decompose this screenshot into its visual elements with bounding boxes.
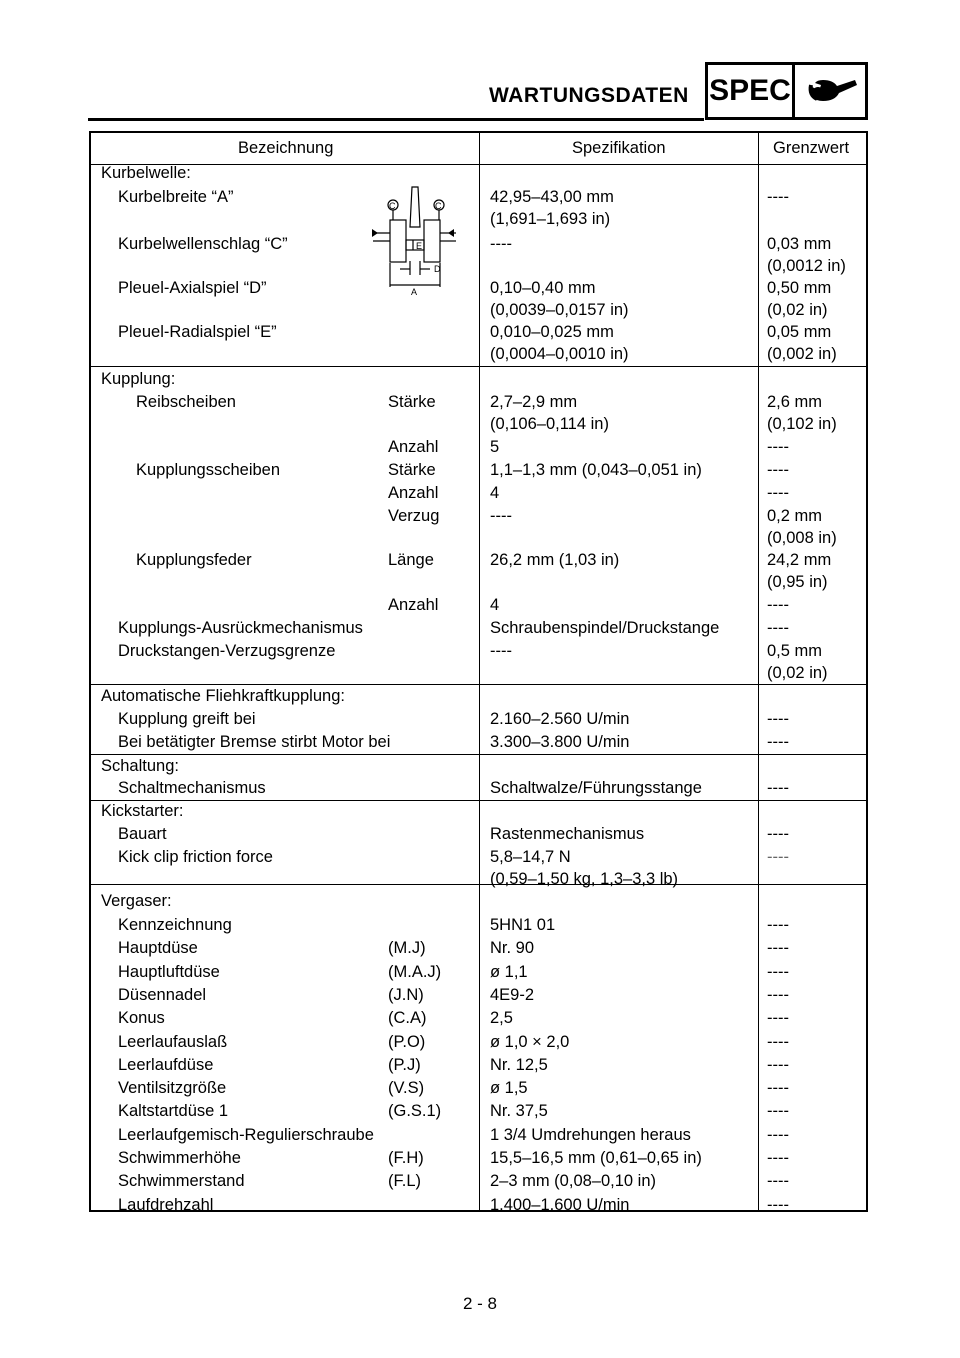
col-header-limit: Grenzwert	[773, 139, 850, 157]
row-spec: 1.400–1.600 U/min	[490, 1196, 630, 1214]
row-code: (V.S)	[388, 1079, 425, 1097]
row-limit: (0,102 in)	[767, 415, 837, 433]
row-limit: ----	[767, 939, 789, 957]
page-title: WARTUNGSDATEN	[489, 84, 689, 107]
section-title: Kickstarter:	[101, 802, 184, 820]
row-limit: ----	[767, 1079, 789, 1097]
row-spec: (0,59–1,50 kg, 1,3–3,3 lb)	[490, 870, 679, 888]
row-code: (F.L)	[388, 1172, 421, 1190]
diagram-label-c: C	[435, 201, 442, 211]
section-title: Kupplung:	[101, 370, 176, 388]
row-code: (C.A)	[388, 1009, 427, 1027]
row-spec: ----	[490, 507, 512, 525]
row-name: Reibscheiben	[136, 393, 236, 411]
row-spec: 26,2 mm (1,03 in)	[490, 551, 620, 569]
row-spec: ø 1,1	[490, 963, 528, 981]
row-limit: ----	[767, 710, 789, 728]
section-divider	[91, 884, 866, 885]
row-code: (P.O)	[388, 1033, 426, 1051]
section-divider	[91, 800, 866, 801]
row-name: Hauptluftdüse	[118, 963, 220, 981]
row-name: Druckstangen-Verzugsgrenze	[118, 642, 336, 660]
row-sublabel: Anzahl	[388, 484, 439, 502]
row-spec: 15,5–16,5 mm (0,61–0,65 in)	[490, 1149, 702, 1167]
row-limit: ----	[767, 733, 789, 751]
row-spec: 4E9-2	[490, 986, 535, 1004]
row-code: (J.N)	[388, 986, 424, 1004]
row-limit: (0,002 in)	[767, 345, 837, 363]
wrench-badge	[792, 62, 868, 120]
header-divider	[91, 164, 866, 165]
row-name: Kaltstartdüse 1	[118, 1102, 229, 1120]
row-limit: 0,2 mm	[767, 507, 823, 525]
row-sublabel: Länge	[388, 551, 434, 569]
row-spec: ø 1,0 × 2,0	[490, 1033, 570, 1051]
row-limit: ----	[767, 916, 789, 934]
row-limit: ----	[767, 438, 789, 456]
row-spec: 42,95–43,00 mm	[490, 188, 614, 206]
row-spec: Nr. 37,5	[490, 1102, 548, 1120]
row-name: Kupplung greift bei	[118, 710, 256, 728]
row-limit: ----	[767, 461, 789, 479]
row-spec: (0,0039–0,0157 in)	[490, 301, 629, 319]
row-spec: Schaltwalze/Führungsstange	[490, 779, 702, 797]
row-limit: 0,05 mm	[767, 323, 832, 341]
row-limit: 0,50 mm	[767, 279, 832, 297]
row-limit: 0,5 mm	[767, 642, 823, 660]
crankshaft-diagram	[368, 185, 458, 295]
row-spec: (0,106–0,114 in)	[490, 415, 609, 433]
row-code: (M.J)	[388, 939, 426, 957]
row-spec: 4	[490, 484, 500, 502]
row-limit: ----	[767, 619, 789, 637]
row-sublabel: Anzahl	[388, 438, 439, 456]
row-spec: ----	[490, 642, 512, 660]
row-limit: ----	[767, 1172, 789, 1190]
row-spec: (1,691–1,693 in)	[490, 210, 611, 228]
row-sublabel: Anzahl	[388, 596, 439, 614]
row-spec: 2,5	[490, 1009, 513, 1027]
row-spec: ø 1,5	[490, 1079, 528, 1097]
row-name: Bei betätigter Bremse stirbt Motor bei	[118, 733, 391, 751]
row-spec: 2.160–2.560 U/min	[490, 710, 630, 728]
col-header-name: Bezeichnung	[238, 139, 334, 157]
row-spec: Nr. 12,5	[490, 1056, 548, 1074]
row-name: Schwimmerstand	[118, 1172, 245, 1190]
row-limit: ----	[767, 1033, 789, 1051]
diagram-label-e: E	[416, 241, 423, 251]
col-header-spec: Spezifikation	[572, 139, 666, 157]
section-title: Vergaser:	[101, 892, 172, 910]
spec-table	[89, 131, 868, 1212]
row-limit: (0,02 in)	[767, 301, 828, 319]
section-title: Schaltung:	[101, 757, 179, 775]
diagram-label-d: D	[434, 264, 441, 274]
spec-badge: SPEC	[705, 62, 795, 120]
row-name: Laufdrehzahl	[118, 1196, 214, 1214]
row-limit: ----	[767, 825, 789, 843]
row-spec: Nr. 90	[490, 939, 535, 957]
row-spec: 4	[490, 596, 500, 614]
row-name: Kick clip friction force	[118, 848, 273, 866]
row-name: Konus	[118, 1009, 165, 1027]
row-sublabel: Stärke	[388, 393, 436, 411]
section-divider	[91, 754, 866, 755]
row-name: Kupplungsscheiben	[136, 461, 281, 479]
row-spec: 3.300–3.800 U/min	[490, 733, 630, 751]
row-name: Hauptdüse	[118, 939, 198, 957]
col-divider	[479, 133, 480, 1210]
row-limit: ----	[767, 1056, 789, 1074]
row-limit: (0,02 in)	[767, 664, 828, 682]
row-code: (P.J)	[388, 1056, 421, 1074]
row-name: Bauart	[118, 825, 167, 843]
diagram-label-c: C	[389, 201, 396, 211]
row-limit: ----	[767, 1126, 789, 1144]
row-name: Kurbelwellenschlag “C”	[118, 235, 288, 253]
row-name: Kennzeichnung	[118, 916, 232, 934]
row-code: (M.A.J)	[388, 963, 442, 981]
row-sublabel: Verzug	[388, 507, 440, 525]
row-spec: 5,8–14,7 N	[490, 848, 571, 866]
row-spec: 2,7–2,9 mm	[490, 393, 578, 411]
row-name: Schaltmechanismus	[118, 779, 266, 797]
row-spec: (0,0004–0,0010 in)	[490, 345, 629, 363]
row-name: Pleuel-Radialspiel “E”	[118, 323, 277, 341]
row-name: Schwimmerhöhe	[118, 1149, 241, 1167]
row-spec: 1,1–1,3 mm (0,043–0,051 in)	[490, 461, 702, 479]
row-name: Pleuel-Axialspiel “D”	[118, 279, 267, 297]
row-limit: ----	[767, 596, 789, 614]
row-spec: 0,10–0,40 mm	[490, 279, 596, 297]
row-name: Leerlaufgemisch-Regulierschraube	[118, 1126, 374, 1144]
row-spec: 5	[490, 438, 500, 456]
row-name: Kupplungs-Ausrückmechanismus	[118, 619, 363, 637]
col-divider	[758, 133, 759, 1210]
row-spec: 1 3/4 Umdrehungen heraus	[490, 1126, 691, 1144]
row-limit: ----	[767, 1149, 789, 1167]
row-limit: (0,95 in)	[767, 573, 828, 591]
row-name: Ventilsitzgröße	[118, 1079, 227, 1097]
row-name: Düsennadel	[118, 986, 207, 1004]
row-limit: 2,6 mm	[767, 393, 823, 411]
row-spec: Schraubenspindel/Druckstange	[490, 619, 720, 637]
diagram-label-a: A	[411, 287, 418, 295]
row-limit: ----	[767, 779, 789, 797]
row-spec: Rastenmechanismus	[490, 825, 645, 843]
row-limit: ----	[767, 1102, 789, 1120]
row-spec: 0,010–0,025 mm	[490, 323, 614, 341]
row-limit: ----	[767, 963, 789, 981]
row-limit: (0,008 in)	[767, 529, 837, 547]
page-number: 2 - 8	[462, 1294, 498, 1313]
row-spec: 2–3 mm (0,08–0,10 in)	[490, 1172, 657, 1190]
row-code: (F.H)	[388, 1149, 424, 1167]
row-name: Leerlaufdüse	[118, 1056, 214, 1074]
row-limit: ----	[767, 848, 789, 866]
row-name: Kupplungsfeder	[136, 551, 252, 569]
row-limit: ----	[767, 1196, 789, 1214]
row-name: Kurbelbreite “A”	[118, 188, 234, 206]
row-limit: (0,0012 in)	[767, 257, 846, 275]
header-rule	[88, 118, 704, 121]
row-spec: ----	[490, 235, 512, 253]
section-title: Kurbelwelle:	[101, 164, 191, 182]
row-limit: 24,2 mm	[767, 551, 832, 569]
row-limit: 0,03 mm	[767, 235, 832, 253]
row-spec: 5HN1 01	[490, 916, 556, 934]
row-limit: ----	[767, 484, 789, 502]
wrench-icon	[803, 75, 861, 111]
row-limit: ----	[767, 1009, 789, 1027]
row-limit: ----	[767, 986, 789, 1004]
row-limit: ----	[767, 188, 789, 206]
row-name: Leerlaufauslaß	[118, 1033, 228, 1051]
section-title: Automatische Fliehkraftkupplung:	[101, 687, 345, 705]
section-divider	[91, 366, 866, 367]
row-code: (G.S.1)	[388, 1102, 442, 1120]
row-sublabel: Stärke	[388, 461, 436, 479]
